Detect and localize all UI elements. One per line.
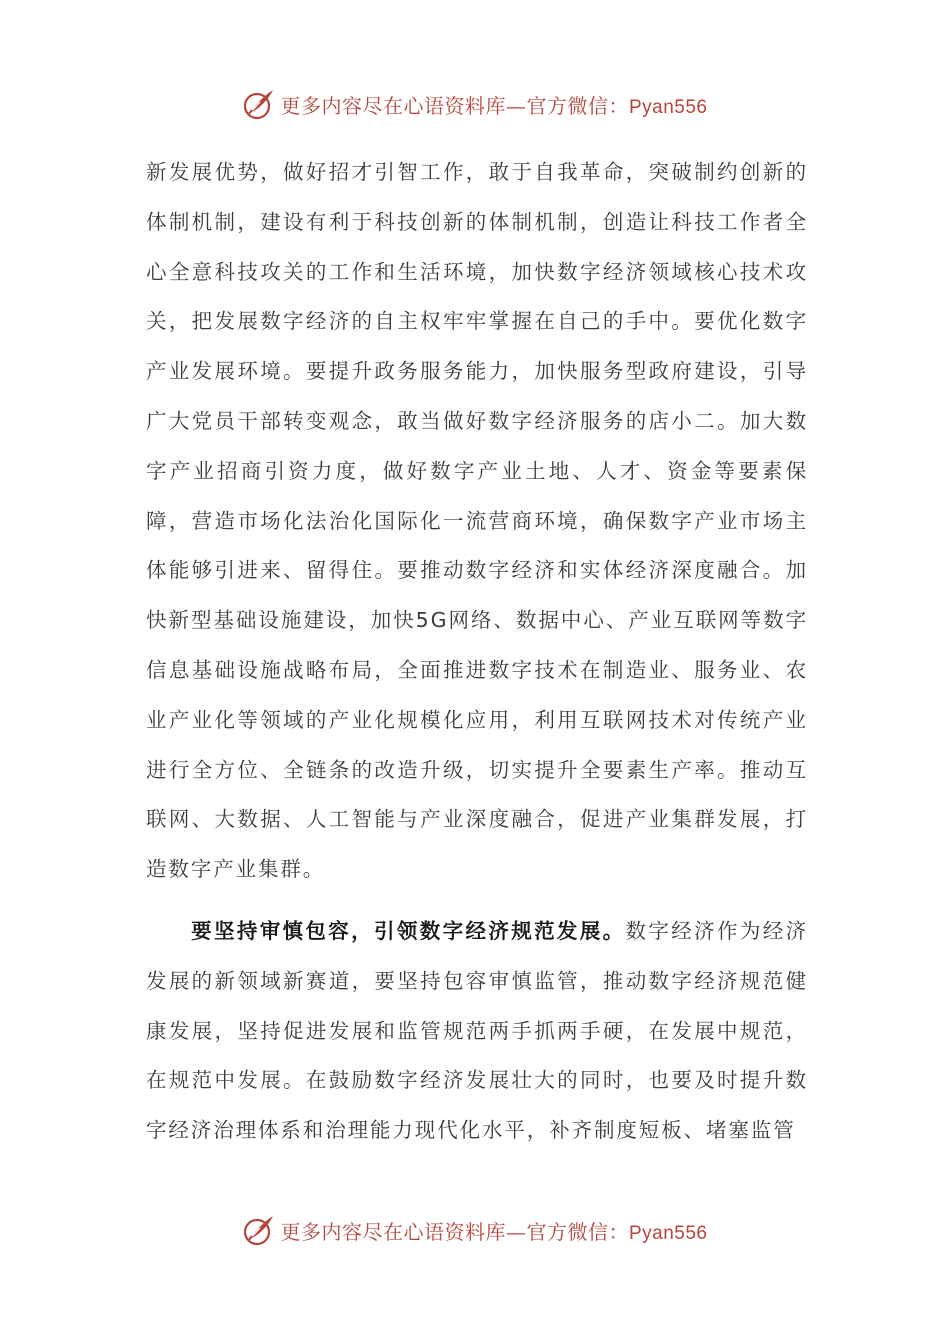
paragraph-1: 新发展优势，做好招才引智工作，敢于自我革命，突破制约创新的体制机制，建设有利于科技创新的体制机制，创造让科技工作者全心全意科技攻关的工作和生活环境，加快数字经济领域核心技术攻关，把发展数字经济的自主权牢牢掌握在自己的手中。要优化数字产业发展环境。要提升政务服务能力，加快服务型政府建设，引导广大党员干部转变观念，敢当做好数字经济服务的店小二。加大数字产业招商引资力度，做好数字产业土地、人才、资金等要素保障，营造市场化法治化国际化一流营商环境，确保数字产业市场主体能够引进来、留得住。要推动数字经济和实体经济深度融合。加快新型基础设施建设，加快5G网络、数据中心、产业互联网等数字信息基础设施战略布局，全面推进数字技术在制造业、服务业、农业产业化等领域的产业化规模化应用，利用互联网技术对传统产业进行全方位、全链条的改造升级，切实提升全要素生产率。推动互联网、大数据、人工智能与产业深度融合，促进产业集群发展，打造数字产业集群。 (146, 160, 808, 882)
paragraph-2-heading: 要坚持审慎包容，引领数字经济规范发展。 (191, 918, 626, 943)
footer-banner-text (280, 1216, 707, 1245)
header-banner-brand: Pyan556 (628, 96, 708, 118)
header-banner (0, 84, 950, 124)
footer-banner-prefix: 更多内容尽在心语资料库—官方微信： (280, 1219, 629, 1244)
header-banner-prefix: 更多内容尽在心语资料库—官方微信： (280, 93, 629, 118)
header-banner-text (280, 90, 707, 119)
footer-banner (0, 1210, 950, 1250)
paragraph-2-text: 数字经济作为经济发展的新领域新赛道，要坚持包容审慎监管，推动数字经济规范健康发展，坚持促进发展和监管规范两手抓两手硬，在发展中规范，在规范中发展。在鼓励数字经济发展壮大的同时，也要及时提升数字经济治理体系和治理能力现代化水平，补齐制度短板、堵塞监管 (146, 918, 808, 1143)
quill-pen-circle-icon (242, 1213, 276, 1247)
document-body (146, 148, 808, 1156)
footer-banner-brand: Pyan556 (628, 1222, 708, 1244)
paragraph-2 (146, 907, 808, 1156)
quill-pen-circle-icon (242, 87, 276, 121)
